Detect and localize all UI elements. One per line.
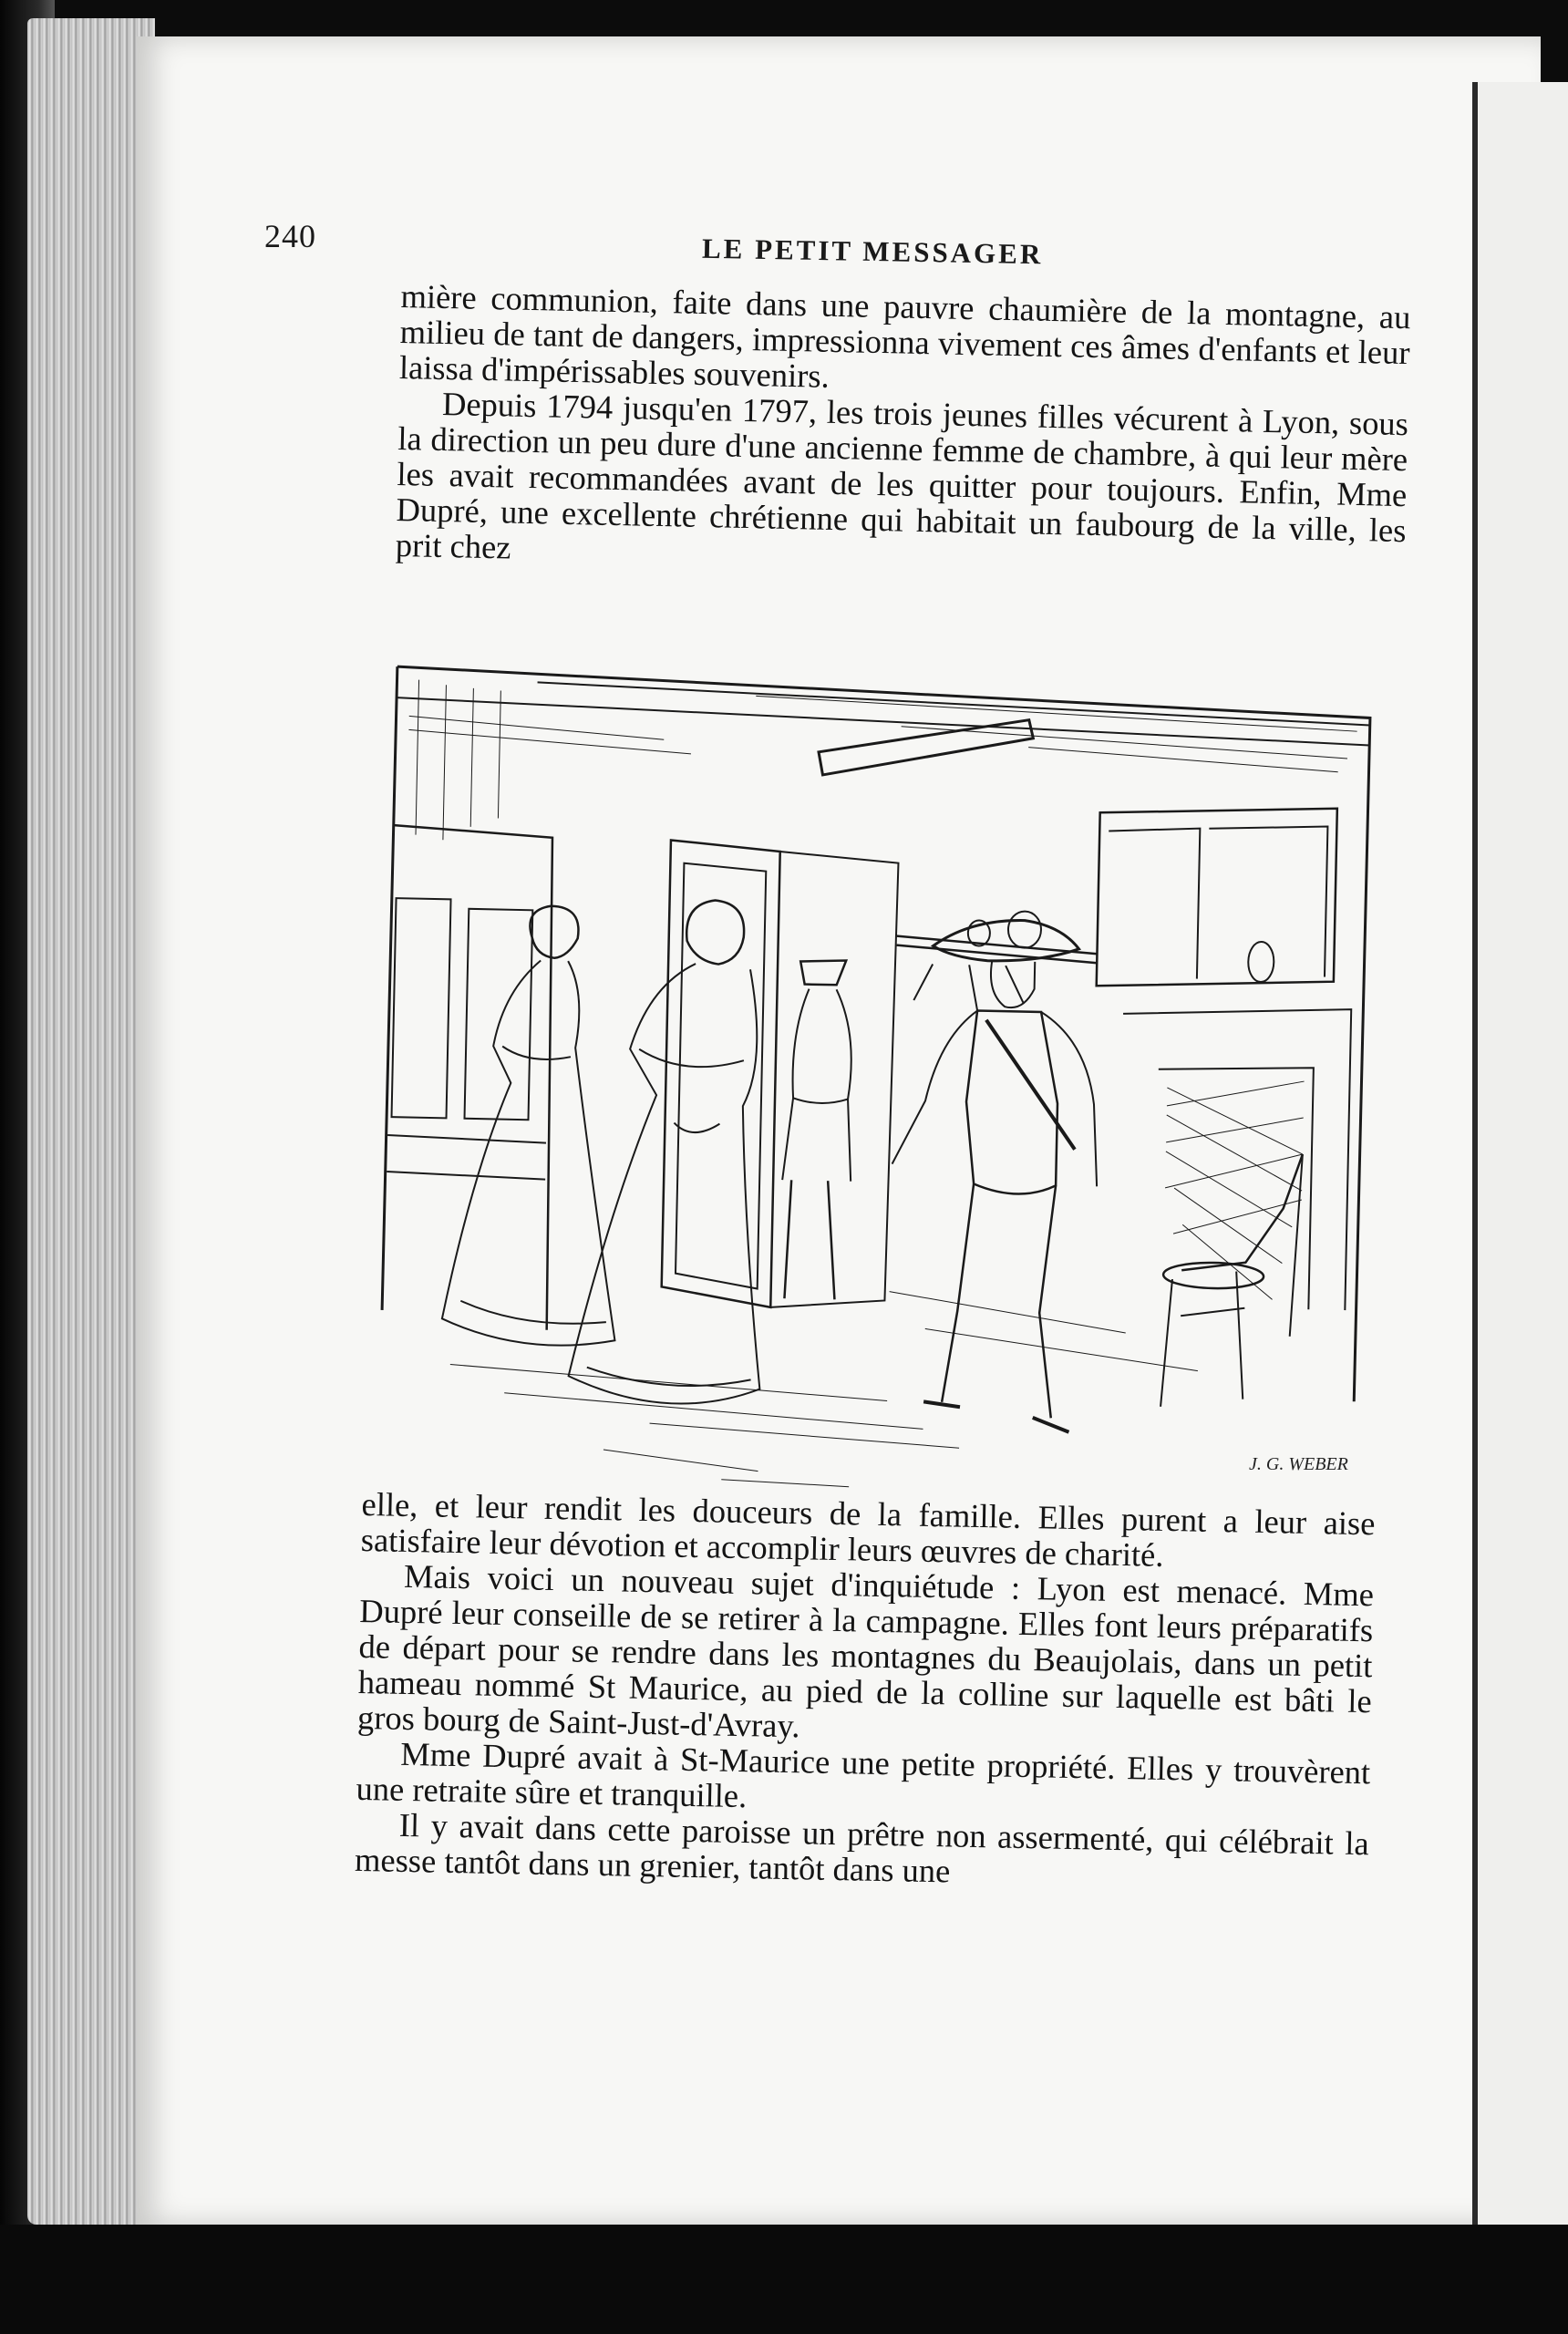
artist-signature: J. G. WEBER bbox=[1249, 1454, 1348, 1474]
paragraph: Mais voici un nouveau sujet d'inquiétude : Lyon est menacé. Mme Dupré leur conseille de se retirer à la campagne. Elles font leurs préparatifs de départ pour se rendre dans les montagnes du Beaujolais, dans un petit hameau nommé St Maurice, au pied de la colline sur laquelle est bâti le gros bourg de Saint-Just-d'Avray. bbox=[356, 1556, 1375, 1745]
paragraph: Mme Dupré avait à St-Maurice une petite propriété. Elles y trouvèrent une retraite sûre et tranquille. bbox=[356, 1734, 1371, 1815]
next-page-edge bbox=[1478, 82, 1568, 2270]
running-title: LE PETIT MESSAGER bbox=[701, 232, 1044, 271]
paragraph: Depuis 1794 jusqu'en 1797, les trois jeunes filles vécurent à Lyon, sous la direction un peu dure d'une ancienne femme de chambre, à qui leur mère les avait recommandées avant de les quitter pour toujours. Enfin, Mme Dupré, une excellente chrétienne qui habitait un faubourg de la ville, les prit chez bbox=[395, 384, 1409, 566]
paragraph: elle, et leur rendit les douceurs de la famille. Elles purent a leur aise satisfaire leur dévotion et accomplir leurs œuvres de charité. bbox=[360, 1485, 1376, 1574]
page-number: 240 bbox=[264, 218, 316, 254]
paragraph: Il y avait dans cette paroisse un prêtre non assermenté, qui célébrait la messe tantôt dans un grenier, tantôt dans une bbox=[354, 1805, 1370, 1890]
text-block-top bbox=[395, 278, 1410, 584]
text-block-bottom bbox=[355, 1486, 1376, 1896]
page-block-edges bbox=[27, 18, 155, 2225]
background-bottom bbox=[0, 2225, 1568, 2334]
engraving-illustration bbox=[375, 661, 1380, 1519]
paragraph: mière communion, faite dans une pauvre chaumière de la montagne, au milieu de tant de dangers, impressionna vivement ces âmes d'enfants et leur laissa d'impérissables souvenirs. bbox=[398, 277, 1411, 395]
